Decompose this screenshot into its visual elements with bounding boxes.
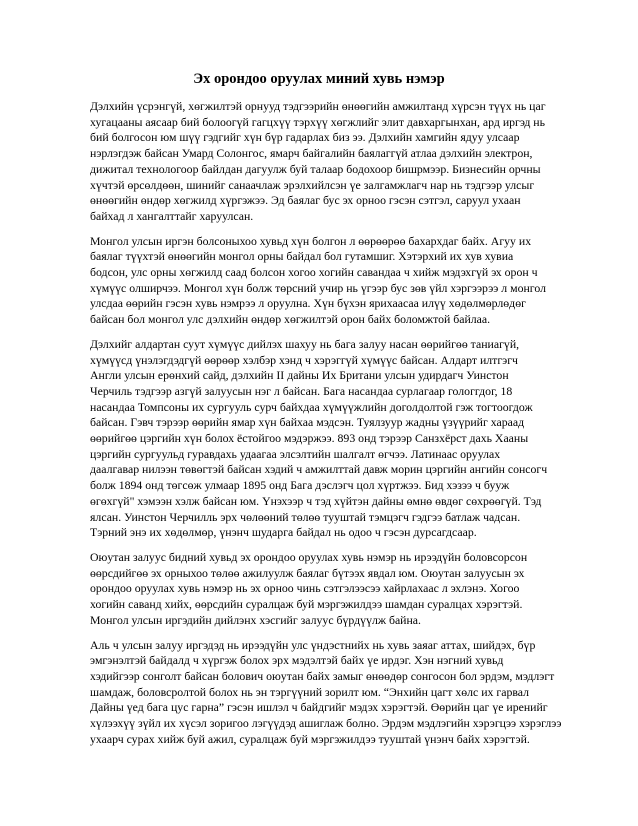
paragraph-line: Дэлхийн үсрэнгүй, хөгжилтэй орнууд тэдгээрийн өнөөгийн амжилтанд хүрсэн түүх нь цаг: [90, 99, 546, 113]
paragraph-line: хүмүүс олширчээ. Монгол хүн болж төрсний учир нь үгээр бус зөв үйл хэргээрээ л монгол: [90, 280, 546, 295]
paragraph-line: хэдийгээр сонголт байсан болович оюутан байх замыг өнөөдөр сонгосон бол эрдэм, мэдлэгт: [90, 668, 555, 683]
paragraph-line: эмгэнэлтэй байдалд ч хүргэж болох эрх мэдэлтэй байх үе ирдэг. Хэн нэгний хувьд: [90, 653, 504, 668]
paragraph-line: хүчтэй өрсөлдөөн, шинийг санаачлаж эрэлхийлсэн үе залгамжлагч нар нь тэдгээр улсыг: [90, 177, 535, 192]
paragraph-line: ялсан. Уинстон Черчилль эрх чөлөөний төлөө тууштай тэмцэгч гэдгээ батлаж чадсан.: [90, 509, 521, 524]
paragraph-line: бодсон, улс орны хөгжилд саад болсон хогоо хогийн савандаа ч хийж мэдэхгүй эх орон ч: [90, 265, 538, 280]
paragraph-line: өөрсдийгөө эх орныхоо төлөө ажилуулж баялаг бүтээх явдал юм. Оюутан залуусын эх: [90, 565, 525, 580]
paragraph-line: хүлээхүү зүйл их хүсэл зоригоо лэгүүдэд ашиглаж болно. Эрдэм мэдлэгийн хэрэгцээ хэрэглээ: [90, 716, 562, 731]
paragraph-line: насандаа Томпсоны их сургууль сурч байхдаа хүмүүжлийн доголдолтой гэж тогтоогдож: [90, 399, 533, 414]
paragraph-line: Монгол улсын иргэн болсоныхоо хувьд хүн болгон л өөрөөрөө бахархдаг байх. Агуу их: [90, 233, 532, 248]
paragraph-line: ухаарч сурах хийж буй ажил, суралцаж буй мэргэжилдээ тууштай үнэнч байх хэрэгтэй.: [90, 731, 530, 746]
paragraph-line: байсан. Гэвч тэрээр өөрийн ямар хүн байхаа мэдсэн. Туялзуур жадны үзүүрийг хараад: [90, 415, 525, 430]
paragraph-line: Англи улсын ерөнхий сайд, дэлхийн II дайны Их Британи улсын удирдагч Уинстон: [90, 368, 509, 383]
paragraph-line: бий болгосон юм шүү гэдгийг хүн бүр гадарлах биз ээ. Дэлхийн хамгийн ядуу улсаар: [90, 130, 520, 145]
paragraph-line: орондоо оруулах хувь нэмэр нь эх орноо чинь сэтгэлээсээ хайрлахаас л эхлэнэ. Хогоо: [90, 581, 520, 596]
paragraph-line: дижитал технологоор байлдан дагуулж буй талаар бодохоор бишрмээр. Бизнесийн орчны: [90, 161, 541, 176]
document-body: [90, 99, 563, 756]
paragraph-line: хогийн саванд хийх, өөрсдийн суралцаж буй мэргэжилдээ шамдан суралцах хэрэгтэй.: [90, 597, 523, 612]
paragraph-line: шамдаж, боловсролтой болох нь эн тэргүүний зорилт юм. “Энхийн цагт хөлс их гарвал: [90, 684, 529, 699]
paragraph: [90, 638, 563, 748]
paragraph-line: өөрийгөө цэргийн хүн болох ёстойгоо мэдэржээ. 893 онд тэрээр Санзхёрст дахь Хааны: [90, 431, 529, 446]
paragraph-line: Тэрний энэ их хөдөлмөр, үнэнч шударга байдал нь одоо ч гэсэн дурсагдсаар.: [90, 525, 477, 540]
paragraph: [90, 99, 563, 225]
paragraph-line: хүмүүсд үнэлэгдэдгүй өөрөөр хэлбэр хэнд ч хэрэггүй хүмүүс байсан. Алдарт илтгэгч: [90, 352, 518, 367]
paragraph-line: болж 1894 онд төгсөж улмаар 1895 онд Бага дэслэгч цол хүртжээ. Бид хэзээ ч бууж: [90, 478, 510, 493]
paragraph-line: байсан бол монгол улс дэлхийн өндөр хөгжилтэй орон байх боломжтой байлаа.: [90, 312, 491, 327]
paragraph-line: Аль ч улсын залуу иргэдэд нь ирээдүйн улс үндэстнийх нь хувь заяаг аттах, шийдэх, бүр: [90, 637, 536, 652]
paragraph-line: цэргийн сургуульд гуравдахь удаагаа элсэлтийн шалгалт өгчээ. Латинаас оруулах: [90, 446, 501, 461]
paragraph-line: Дэлхийг алдартан суут хүмүүс дийлэх шахуу нь бага залуу насан өөрийгөө таниагүй,: [90, 336, 520, 351]
paragraph: [90, 550, 563, 629]
paragraph-line: өгөхгүй" хэмээн хэлж байсан юм. Үнэхээр ч тэд хүйтэн дайны өмнө өвдөг сөхрөөгүй. Тэд: [90, 493, 542, 508]
paragraph-line: хугацааны аясаар бий болоогүй гагцхүү тэрхүү хөгжлийг элит давхаргынхан, ард иргэд нь: [90, 114, 545, 129]
paragraph-line: нэрлэгдэж байсан Умард Солонгос, ямарч байгалийн баялаггүй атлаа дэлхийн электрон,: [90, 146, 533, 161]
paragraph: [90, 337, 563, 541]
paragraph-line: Черчиль тэдгээр азгүй залуусын нэг л байсан. Бага насандаа сурлагаар гологгдог, 18: [90, 383, 513, 398]
paragraph-line: улсдаа өөрийн гэсэн хувь нэмрээ л оруулна. Хүн бүхэн ярихаасаа илүү хөдөлмөрлөдөг: [90, 296, 526, 311]
paragraph-line: Оюутан залуус бидний хувьд эх орондоо оруулах хувь нэмэр нь ирээдүйн боловсорсон: [90, 549, 528, 564]
paragraph-line: байхад л хангалттайг харуулсан.: [90, 208, 254, 223]
paragraph-line: Дайны үед бага цус гарна” гэсэн ишлэл ч байдгийг мэдэх хэрэгтэй. Өөрийн цаг үе иренийг: [90, 700, 548, 715]
document-title: Эх орондоо оруулах миний хувь нэмэр: [193, 71, 445, 87]
paragraph-line: Монгол улсын иргэдийн дийлэнх хэсгийг залуус бүрдүүлж байна.: [90, 612, 421, 627]
paragraph-line: даалгавар нилээн төвөгтэй байсан хэдий ч амжилттай давж морин цэргийн ангийн сонсогч: [90, 462, 548, 477]
paragraph: [90, 234, 563, 328]
paragraph-line: баялаг түүхтэй өнөөгийн монгол орны байдал бол гутамшиг. Хэтэрхий их хув хувиа: [90, 249, 514, 264]
paragraph-line: өнөөгийн өндөр хөгжилд хүргэжээ. Эд баялаг бус эх орноо гэсэн сэтгэл, саруул ухаан: [90, 193, 521, 208]
